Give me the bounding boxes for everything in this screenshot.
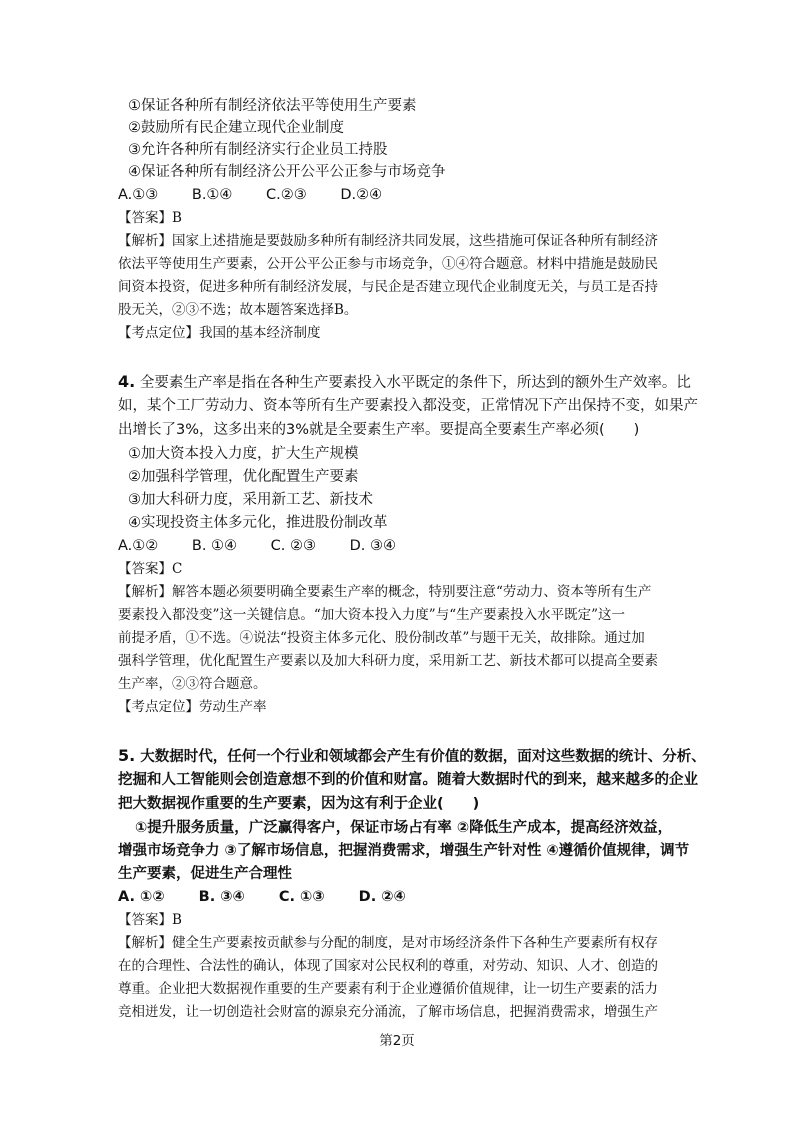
q5-answer: 【答案】B (118, 912, 182, 928)
q4-option-2: ②加强科学管理，优化配置生产要素 (128, 469, 359, 485)
q4-answer: 【答案】C (118, 561, 183, 577)
page-footer: 第2页 (379, 1033, 415, 1049)
q5-analysis-line-1: 【解析】健全生产要素按贡献参与分配的制度，是对市场经济条件下各种生产要素所有权存 (118, 935, 658, 951)
q4-analysis-line-1: 【解析】解答本题必须要明确全要素生产率的概念，特别要注意“劳动力、资本等所有生产 (118, 584, 652, 600)
q3-analysis-line-1: 【解析】国家上述措施是要鼓励多种所有制经济共同发展，这些措施可保证各种所有制经济 (118, 233, 658, 249)
q5-option-line-1: ①提升服务质量，广泛赢得客户，保证市场占有率 ②降低生产成本，提高经济效益， (135, 820, 673, 836)
q4-analysis-line-3: 前提矛盾，①不选。④说法“投资主体多元化、股份制改革”与题干无关，故排除。通过加 (118, 630, 645, 646)
q5-choices: A. ①② B. ③④ C. ①③ D. ②④ (118, 889, 406, 905)
q3-answer: 【答案】B (118, 210, 182, 226)
q3-point: 【考点定位】我国的基本经济制度 (118, 325, 321, 341)
q4-point: 【考点定位】劳动生产率 (118, 699, 267, 715)
q5-number: 5. (118, 746, 136, 765)
q5-option-line-3: 生产要素，促进生产合理性 (118, 866, 292, 882)
q3-option-4: ④保证各种所有制经济公开公平公正参与市场竞争 (128, 164, 446, 180)
q3-option-3: ③允许各种所有制经济实行企业员工持股 (128, 142, 388, 158)
q4-number: 4. (118, 372, 136, 391)
q4-option-1: ①加大资本投入力度，扩大生产规模 (128, 446, 359, 462)
q5-analysis-line-2: 在的合理性、合法性的确认，体现了国家对公民权利的尊重，对劳动、知识、人才、创造的 (118, 958, 658, 974)
q4-stem-line-3: 出增长了3%，这多出来的3%就是全要素生产率。要提高全要素生产率必须( ) (118, 422, 640, 438)
q4-analysis-line-5: 生产率，②③符合题意。 (118, 676, 267, 692)
q3-option-1: ①保证各种所有制经济依法平等使用生产要素 (128, 98, 417, 114)
q3-analysis-line-4: 股无关，②③不选；故本题答案选择B。 (118, 302, 358, 318)
q4-stem-line-2: 如，某个工厂劳动力、资本等所有生产要素投入都没变，正常情况下产出保持不变，如果产 (118, 398, 698, 414)
q5-stem-line-3: 把大数据视作重要的生产要素，因为这有利于企业( ) (118, 796, 480, 812)
q5-stem-line-2: 挖掘和人工智能则会创造意想不到的价值和财富。随着大数据时代的到来，越来越多的企业 (118, 772, 698, 788)
q3-choices: A.①③ B.①④ C.②③ D.②④ (118, 187, 383, 203)
q4-choices: A.①② B. ①④ C. ②③ D. ③④ (118, 538, 396, 554)
q4-analysis-line-4: 强科学管理，优化配置生产要素以及加大科研力度，采用新工艺、新技术都可以提高全要素 (118, 653, 658, 669)
q5-option-line-2: 增强市场竞争力 ③了解市场信息，把握消费需求，增强生产针对性 ④遵循价值规律，调节 (118, 843, 690, 859)
q5-analysis-line-3: 尊重。企业把大数据视作重要的生产要素有利于企业遵循价值规律，让一切生产要素的活力 (118, 981, 658, 997)
q4-option-3: ③加大科研力度，采用新工艺、新技术 (128, 492, 373, 508)
q5-stem-line-1 (118, 745, 706, 768)
q3-analysis-line-2: 依法平等使用生产要素，公开公平公正参与市场竞争，①④符合题意。材料中措施是鼓励民 (118, 256, 658, 272)
q3-analysis-line-3: 间资本投资，促进多种所有制经济发展，与民企是否建立现代企业制度无关，与员工是否持 (118, 279, 658, 295)
q4-stem-text-1: 全要素生产率是指在各种生产要素投入水平既定的条件下，所达到的额外生产效率。比 (135, 375, 691, 391)
q4-analysis-line-2: 要素投入都没变”这一关键信息。“加大资本投入力度”与“生产要素投入水平既定”这一 (118, 607, 626, 623)
q5-analysis-line-4: 竞相迸发，让一切创造社会财富的源泉充分涌流，了解市场信息，把握消费需求，增强生产 (118, 1004, 658, 1020)
q5-stem-text-1: 大数据时代，任何一个行业和领域都会产生有价值的数据，面对这些数据的统计、分析、 (135, 749, 706, 765)
q4-stem-line-1 (118, 371, 691, 394)
q4-option-4: ④实现投资主体多元化，推进股份制改革 (128, 515, 388, 531)
q3-option-2: ②鼓励所有民企建立现代企业制度 (128, 120, 344, 136)
